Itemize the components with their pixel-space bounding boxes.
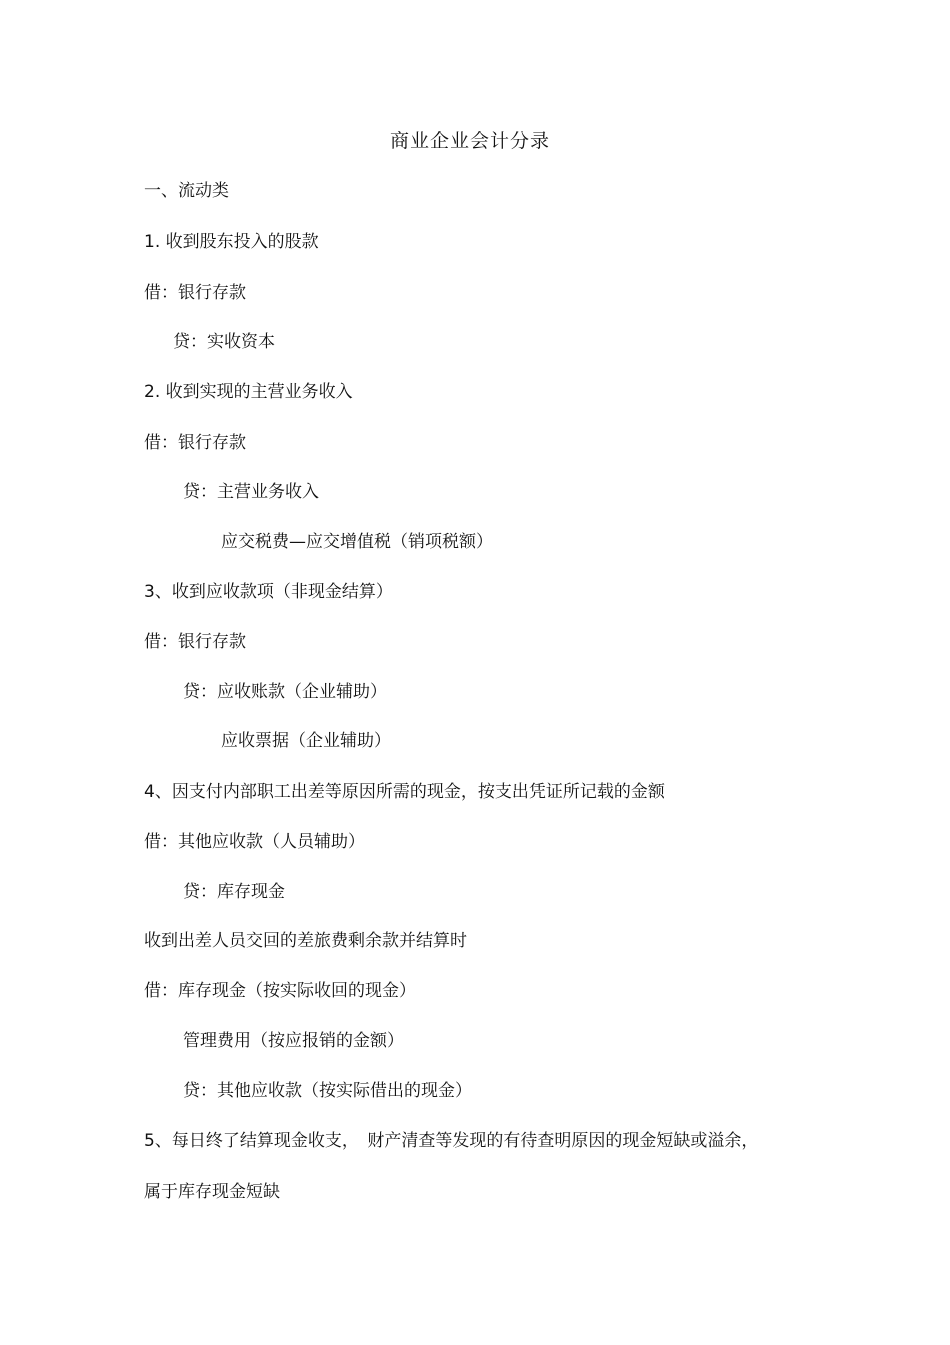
entry-heading: 5、每日终了结算现金收支， 财产清查等发现的有待查明原因的现金短缺或溢余， bbox=[144, 1131, 759, 1151]
entry-description: 收到出差人员交回的差旅费剩余款并结算时 bbox=[144, 931, 467, 951]
section-heading: 一、流动类 bbox=[144, 181, 229, 201]
credit-line: 贷：主营业务收入 bbox=[183, 482, 319, 502]
debit-line: 借：银行存款 bbox=[144, 632, 246, 652]
debit-line: 借：库存现金（按实际收回的现金） bbox=[144, 981, 416, 1001]
entry-heading: 1. 收到股东投入的股款 bbox=[144, 232, 319, 252]
document-title: 商业企业会计分录 bbox=[389, 130, 550, 152]
credit-line: 贷：库存现金 bbox=[183, 882, 285, 902]
entry-heading: 3、收到应收款项（非现金结算） bbox=[144, 582, 393, 602]
debit-line: 借：其他应收款（人员辅助） bbox=[144, 832, 365, 852]
entry-heading: 4、因支付内部职工出差等原因所需的现金，按支出凭证所记载的金额 bbox=[144, 782, 665, 802]
entry-description: 属于库存现金短缺 bbox=[144, 1182, 280, 1202]
credit-continuation-line: 应交税费—应交增值税（销项税额） bbox=[221, 532, 493, 552]
credit-line: 贷：其他应收款（按实际借出的现金） bbox=[183, 1081, 472, 1101]
debit-line: 借：银行存款 bbox=[144, 283, 246, 303]
debit-continuation-line: 管理费用（按应报销的金额） bbox=[183, 1031, 404, 1051]
debit-line: 借：银行存款 bbox=[144, 433, 246, 453]
credit-continuation-line: 应收票据（企业辅助） bbox=[221, 731, 391, 751]
credit-line: 贷：应收账款（企业辅助） bbox=[183, 682, 387, 702]
entry-heading: 2. 收到实现的主营业务收入 bbox=[144, 382, 353, 402]
credit-line: 贷：实收资本 bbox=[173, 332, 275, 352]
